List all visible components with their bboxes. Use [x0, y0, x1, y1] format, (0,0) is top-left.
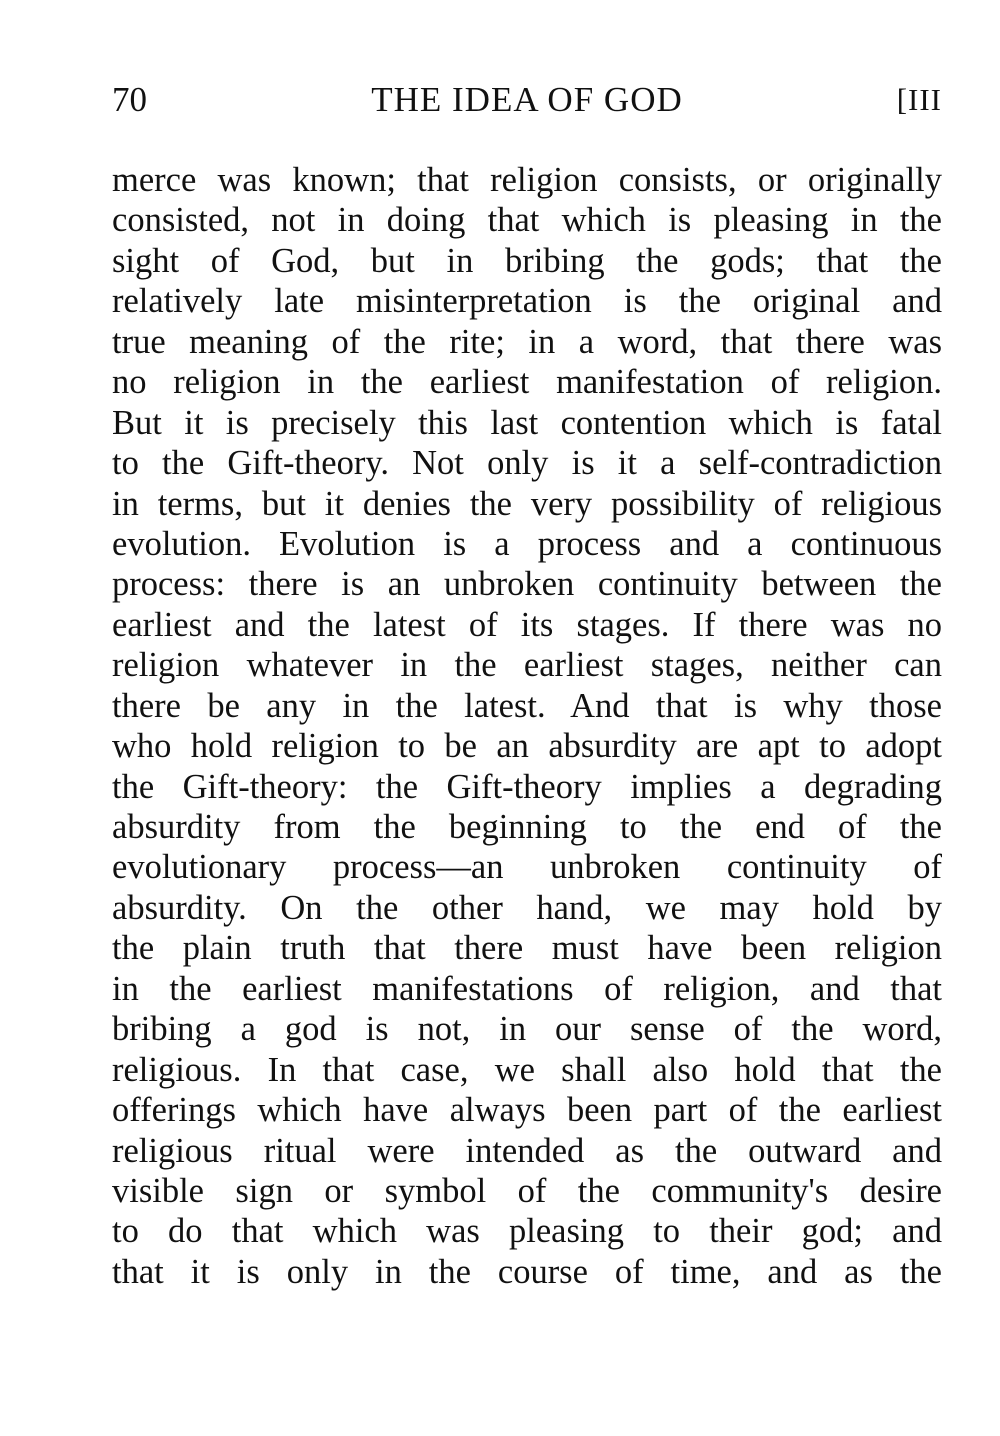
- text-line: consisted, not in doing that which is pleasing in the: [112, 201, 942, 240]
- text-line: religion whatever in the earliest stages, neither can: [112, 646, 942, 685]
- text-line: no religion in the earliest manifestation of religion.: [112, 363, 942, 402]
- text-line: religious ritual were intended as the outward and: [112, 1131, 942, 1170]
- text-line: evolution. Evolution is a process and a continuous: [112, 524, 942, 563]
- text-line: But it is precisely this last contention which is fatal: [112, 403, 942, 442]
- text-line: visible sign or symbol of the community's desire: [112, 1171, 942, 1210]
- text-line: evolutionary process—an unbroken continuity of: [112, 848, 942, 887]
- text-line: there be any in the latest. And that is why those: [112, 686, 942, 725]
- text-line: in the earliest manifestations of religion, and that: [112, 969, 942, 1008]
- text-line: that it is only in the course of time, and as the: [112, 1252, 942, 1291]
- page-number: 70: [112, 80, 147, 119]
- text-line: bribing a god is not, in our sense of the word,: [112, 1010, 942, 1049]
- text-line: sight of God, but in bribing the gods; that the: [112, 241, 942, 280]
- text-line: merce was known; that religion consists, or originally: [112, 161, 942, 199]
- text-line: true meaning of the rite; in a word, that there was: [112, 322, 942, 361]
- text-line: absurdity from the beginning to the end of the: [112, 808, 942, 846]
- text-line: earliest and the latest of its stages. If there was no: [112, 605, 942, 644]
- running-header: [112, 78, 942, 122]
- text-line: absurdity. On the other hand, we may hold by: [112, 888, 942, 927]
- running-title: THE IDEA OF GOD: [371, 80, 683, 119]
- text-line: the Gift-theory: the Gift-theory implies a degrading: [112, 767, 942, 806]
- body-text: [112, 160, 942, 1292]
- text-line: in terms, but it denies the very possibility of religious: [112, 484, 942, 523]
- text-line: offerings which have always been part of the earliest: [112, 1091, 942, 1130]
- text-line: religious. In that case, we shall also hold that the: [112, 1050, 942, 1089]
- text-line: who hold religion to be an absurdity are apt to adopt: [112, 727, 942, 766]
- text-line: to the Gift-theory. Not only is it a self-contradiction: [112, 444, 942, 483]
- text-line: process: there is an unbroken continuity between the: [112, 565, 942, 604]
- chapter-marker: [III: [896, 82, 942, 117]
- text-line: the plain truth that there must have been religion: [112, 929, 942, 968]
- text-line: to do that which was pleasing to their god; and: [112, 1212, 942, 1251]
- text-line: relatively late misinterpretation is the original and: [112, 282, 942, 321]
